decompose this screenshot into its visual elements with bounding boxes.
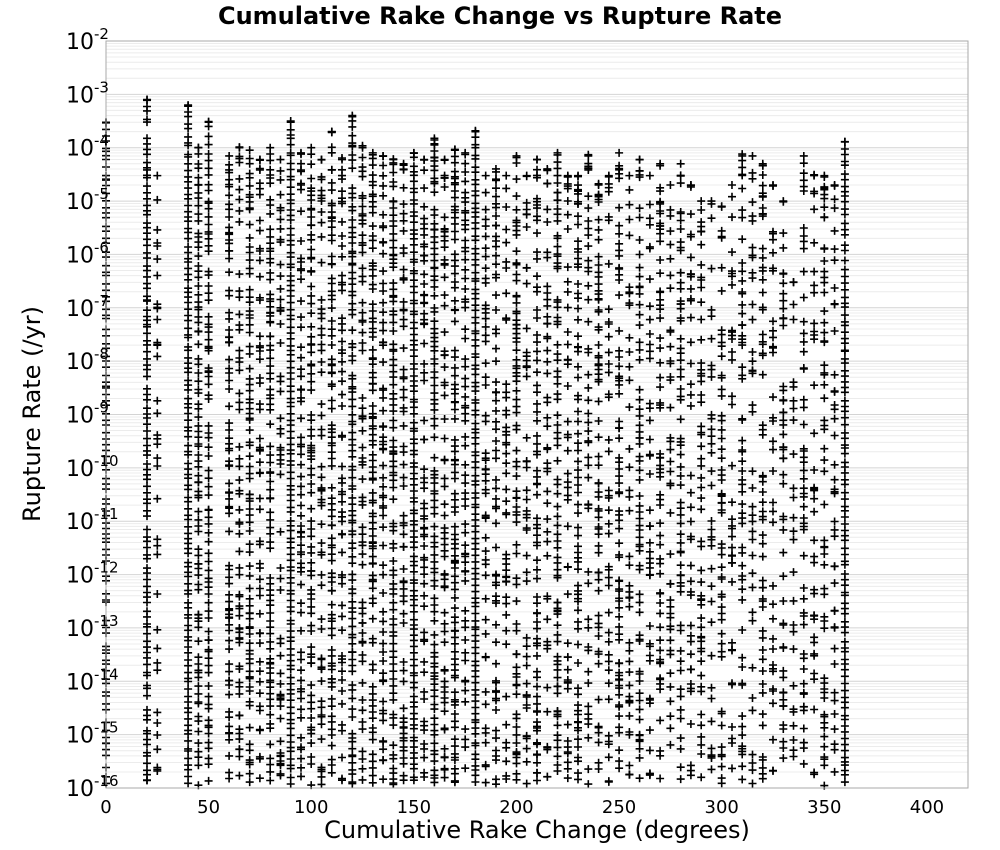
y-axis-label: Rupture Rate (/yr) xyxy=(18,306,46,522)
y-tick-label: $10^{-7}$ xyxy=(66,291,109,322)
y-tick-label: $10^{-5}$ xyxy=(66,185,109,216)
y-tick-label: $10^{-6}$ xyxy=(66,238,109,269)
y-tick-label: $10^{-16}$ xyxy=(66,772,119,802)
y-tick-label: $10^{-8}$ xyxy=(66,345,109,376)
x-tick-label: 50 xyxy=(197,797,221,818)
y-tick-label: $10^{-15}$ xyxy=(66,718,119,749)
y-tick-label: $10^{-9}$ xyxy=(66,398,109,429)
y-tick-label: $10^{-14}$ xyxy=(66,665,119,696)
x-tick-label: 150 xyxy=(396,797,432,818)
x-tick-label: 350 xyxy=(807,797,842,818)
x-tick-label: 100 xyxy=(294,797,329,818)
y-tick-label: $10^{-12}$ xyxy=(66,558,119,589)
y-tick-label: $10^{-10}$ xyxy=(66,451,119,482)
x-tick-label: 400 xyxy=(909,797,945,818)
x-tick-label: 200 xyxy=(499,797,534,818)
y-tick-label: $10^{-11}$ xyxy=(66,505,119,536)
y-tick-label: $10^{-3}$ xyxy=(66,78,109,109)
x-tick-label: 300 xyxy=(704,797,739,818)
y-tick-label: $10^{-4}$ xyxy=(66,131,109,162)
y-tick-label: $10^{-2}$ xyxy=(66,25,109,55)
x-tick-label: 250 xyxy=(601,797,637,818)
y-tick-label: $10^{-13}$ xyxy=(66,611,119,642)
x-axis-label: Cumulative Rake Change (degrees) xyxy=(324,816,750,844)
chart-title: Cumulative Rake Change vs Rupture Rate xyxy=(217,2,783,30)
x-tick-label: 0 xyxy=(100,797,112,818)
